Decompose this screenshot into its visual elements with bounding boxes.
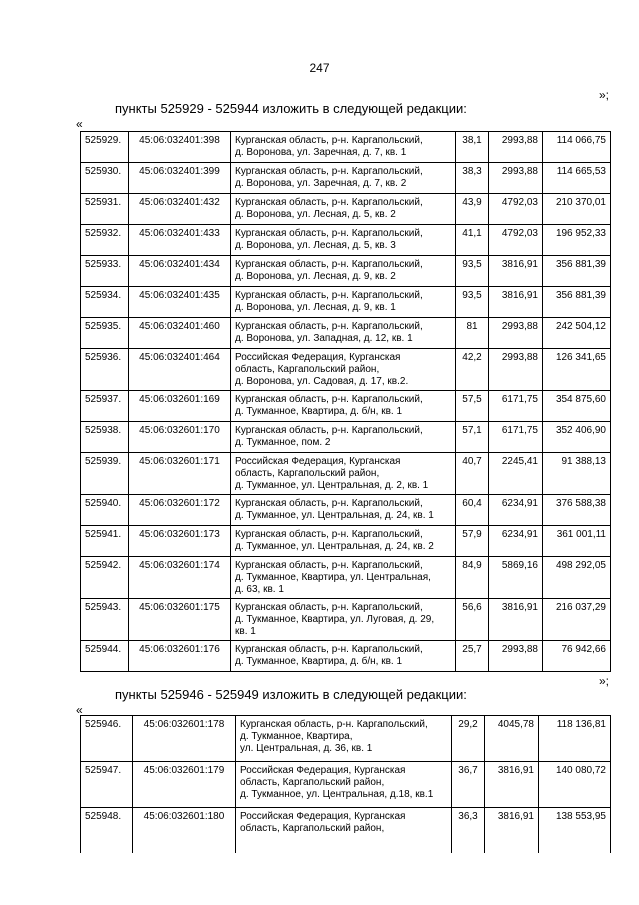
cadastral-value-cell: 376 588,38 [543, 495, 611, 526]
address-line: область, Каргапольский район, [235, 468, 380, 479]
unit-price-cell: 3816,91 [485, 762, 539, 808]
address-line: Курганская область, р-н. Каргапольский, [235, 290, 423, 301]
unit-price-cell: 4045,78 [485, 716, 539, 762]
address-line: д. Тукманное, Квартира, д. б/н, кв. 1 [235, 656, 403, 667]
address-line: д. Воронова, ул. Лесная, д. 5, кв. 2 [235, 209, 396, 220]
address-cell [231, 132, 456, 163]
address-line: Курганская область, р-н. Каргапольский, [235, 135, 423, 146]
address-line: Российская Федерация, Курганская [240, 811, 406, 822]
area-cell: 38,3 [456, 163, 489, 194]
address-cell [231, 349, 456, 391]
unit-price-cell: 2993,88 [489, 318, 543, 349]
address-line: Курганская область, р-н. Каргапольский, [235, 644, 423, 655]
cadastral-number-cell: 45:06:032601:179 [133, 762, 236, 808]
address-cell [231, 557, 456, 599]
row-number-cell: 525942. [81, 557, 129, 599]
address-cell [231, 495, 456, 526]
cadastral-number-cell: 45:06:032601:170 [129, 422, 231, 453]
address-line: д. Тукманное, ул. Центральная, д.18, кв.1 [240, 789, 434, 800]
address-line: Курганская область, р-н. Каргапольский, [235, 394, 423, 405]
cadastral-number-cell: 45:06:032601:180 [133, 808, 236, 854]
cadastral-number-cell: 45:06:032601:171 [129, 453, 231, 495]
address-line: д. Воронова, ул. Садовая, д. 17, кв.2. [235, 376, 409, 387]
address-line: Курганская область, р-н. Каргапольский, [235, 321, 423, 332]
address-line: Курганская область, р-н. Каргапольский, [235, 498, 423, 509]
address-line: область, Каргапольский район, [235, 364, 380, 375]
row-number-cell: 525937. [81, 391, 129, 422]
row-number-cell: 525948. [81, 808, 133, 854]
page-number: 247 [309, 61, 330, 75]
address-line: д. Воронова, ул. Лесная, д. 9, кв. 1 [235, 302, 396, 313]
address-line: д. Тукманное, Квартира, [240, 731, 353, 742]
amendment-table-2 [80, 715, 611, 853]
address-cell [231, 318, 456, 349]
unit-price-cell: 6234,91 [489, 495, 543, 526]
row-number-cell: 525938. [81, 422, 129, 453]
address-cell [231, 163, 456, 194]
area-cell: 60,4 [456, 495, 489, 526]
unit-price-cell: 3816,91 [489, 256, 543, 287]
cadastral-value-cell: 216 037,29 [543, 599, 611, 641]
row-number-cell: 525947. [81, 762, 133, 808]
table-row [81, 132, 611, 163]
unit-price-cell: 5869,16 [489, 557, 543, 599]
table-row [81, 391, 611, 422]
area-cell: 57,1 [456, 422, 489, 453]
address-cell [236, 762, 452, 808]
cadastral-number-cell: 45:06:032401:460 [129, 318, 231, 349]
address-cell [231, 225, 456, 256]
table-row [81, 256, 611, 287]
cadastral-number-cell: 45:06:032401:433 [129, 225, 231, 256]
address-cell [231, 194, 456, 225]
area-cell: 36,3 [452, 808, 485, 854]
row-number-cell: 525935. [81, 318, 129, 349]
unit-price-cell: 4792,03 [489, 225, 543, 256]
area-cell: 41,1 [456, 225, 489, 256]
cadastral-number-cell: 45:06:032401:399 [129, 163, 231, 194]
address-cell [231, 526, 456, 557]
table-row [81, 453, 611, 495]
table-row [81, 526, 611, 557]
row-number-cell: 525939. [81, 453, 129, 495]
cadastral-value-cell: 138 553,95 [539, 808, 611, 854]
row-number-cell: 525934. [81, 287, 129, 318]
area-cell: 42,2 [456, 349, 489, 391]
unit-price-cell: 4792,03 [489, 194, 543, 225]
unit-price-cell: 2993,88 [489, 163, 543, 194]
area-cell: 81 [456, 318, 489, 349]
cadastral-value-cell: 118 136,81 [539, 716, 611, 762]
row-number-cell: 525932. [81, 225, 129, 256]
address-cell [231, 453, 456, 495]
area-cell: 36,7 [452, 762, 485, 808]
row-number-cell: 525933. [81, 256, 129, 287]
area-cell: 25,7 [456, 641, 489, 672]
address-line: Российская Федерация, Курганская [235, 456, 401, 467]
address-line: Курганская область, р-н. Каргапольский, [235, 560, 423, 571]
table-row [81, 318, 611, 349]
cadastral-value-cell: 352 406,90 [543, 422, 611, 453]
address-line: д. Воронова, ул. Заречная, д. 7, кв. 1 [235, 147, 407, 158]
table-row [81, 495, 611, 526]
table-row [81, 557, 611, 599]
address-cell [231, 422, 456, 453]
cadastral-value-cell: 210 370,01 [543, 194, 611, 225]
closing-quote: »; [598, 674, 609, 688]
row-number-cell: 525941. [81, 526, 129, 557]
cadastral-value-cell: 140 080,72 [539, 762, 611, 808]
area-cell: 43,9 [456, 194, 489, 225]
cadastral-number-cell: 45:06:032601:172 [129, 495, 231, 526]
address-line: Курганская область, р-н. Каргапольский, [235, 259, 423, 270]
area-cell: 84,9 [456, 557, 489, 599]
cadastral-value-cell: 126 341,65 [543, 349, 611, 391]
address-line: д. 63, кв. 1 [235, 584, 284, 595]
address-line: д. Тукманное, Квартира, ул. Центральная, [235, 572, 431, 583]
table-row [81, 163, 611, 194]
cadastral-value-cell: 242 504,12 [543, 318, 611, 349]
row-number-cell: 525943. [81, 599, 129, 641]
cadastral-number-cell: 45:06:032401:464 [129, 349, 231, 391]
address-line: Курганская область, р-н. Каргапольский, [235, 166, 423, 177]
unit-price-cell: 2993,88 [489, 349, 543, 391]
unit-price-cell: 2993,88 [489, 641, 543, 672]
address-line: Курганская область, р-н. Каргапольский, [240, 719, 428, 730]
cadastral-number-cell: 45:06:032401:435 [129, 287, 231, 318]
address-line: Курганская область, р-н. Каргапольский, [235, 197, 423, 208]
area-cell: 29,2 [452, 716, 485, 762]
unit-price-cell: 3816,91 [485, 808, 539, 854]
address-line: Российская Федерация, Курганская [235, 352, 401, 363]
table-row [81, 225, 611, 256]
cadastral-value-cell: 356 881,39 [543, 256, 611, 287]
cadastral-number-cell: 45:06:032601:176 [129, 641, 231, 672]
cadastral-number-cell: 45:06:032401:398 [129, 132, 231, 163]
cadastral-value-cell: 114 066,75 [543, 132, 611, 163]
unit-price-cell: 6171,75 [489, 391, 543, 422]
cadastral-value-cell: 76 942,66 [543, 641, 611, 672]
cadastral-value-cell: 196 952,33 [543, 225, 611, 256]
address-line: д. Воронова, ул. Лесная, д. 9, кв. 2 [235, 271, 396, 282]
address-line: д. Тукманное, ул. Центральная, д. 2, кв. 1 [235, 480, 429, 491]
address-line: ул. Центральная, д. 36, кв. 1 [240, 743, 373, 754]
address-cell [231, 641, 456, 672]
address-cell [231, 391, 456, 422]
address-cell [236, 716, 452, 762]
address-line: область, Каргапольский район, [240, 777, 385, 788]
address-line: Курганская область, р-н. Каргапольский, [235, 425, 423, 436]
area-cell: 57,5 [456, 391, 489, 422]
row-number-cell: 525940. [81, 495, 129, 526]
address-cell [231, 599, 456, 641]
address-line: д. Тукманное, Квартира, д. б/н, кв. 1 [235, 406, 403, 417]
address-line: кв. 1 [235, 626, 256, 637]
address-line: д. Тукманное, пом. 2 [235, 437, 331, 448]
row-number-cell: 525931. [81, 194, 129, 225]
address-line: Курганская область, р-н. Каргапольский, [235, 228, 423, 239]
cadastral-number-cell: 45:06:032401:432 [129, 194, 231, 225]
table-row [81, 422, 611, 453]
row-number-cell: 525929. [81, 132, 129, 163]
table-row [81, 194, 611, 225]
cadastral-number-cell: 45:06:032401:434 [129, 256, 231, 287]
area-cell: 40,7 [456, 453, 489, 495]
cadastral-number-cell: 45:06:032601:173 [129, 526, 231, 557]
address-cell [231, 287, 456, 318]
cadastral-number-cell: 45:06:032601:178 [133, 716, 236, 762]
cadastral-value-cell: 114 665,53 [543, 163, 611, 194]
table-row [81, 716, 611, 762]
cadastral-number-cell: 45:06:032601:175 [129, 599, 231, 641]
table-row [81, 349, 611, 391]
unit-price-cell: 3816,91 [489, 599, 543, 641]
cadastral-value-cell: 354 875,60 [543, 391, 611, 422]
address-cell [231, 256, 456, 287]
amendment-table-1 [80, 131, 611, 672]
section-intro-2: пункты 525946 - 525949 изложить в следующей редакции: [115, 687, 467, 702]
table-row [81, 599, 611, 641]
unit-price-cell: 6171,75 [489, 422, 543, 453]
unit-price-cell: 2993,88 [489, 132, 543, 163]
cadastral-number-cell: 45:06:032601:169 [129, 391, 231, 422]
cadastral-value-cell: 498 292,05 [543, 557, 611, 599]
row-number-cell: 525944. [81, 641, 129, 672]
address-line: Курганская область, р-н. Каргапольский, [235, 529, 423, 540]
address-line: Курганская область, р-н. Каргапольский, [235, 602, 423, 613]
address-line: д. Тукманное, ул. Центральная, д. 24, кв. 1 [235, 510, 434, 521]
cadastral-value-cell: 356 881,39 [543, 287, 611, 318]
cadastral-number-cell: 45:06:032601:174 [129, 557, 231, 599]
unit-price-cell: 2245,41 [489, 453, 543, 495]
address-line: д. Воронова, ул. Лесная, д. 5, кв. 3 [235, 240, 396, 251]
table-row [81, 808, 611, 854]
table-row [81, 641, 611, 672]
unit-price-cell: 3816,91 [489, 287, 543, 318]
row-number-cell: 525930. [81, 163, 129, 194]
area-cell: 93,5 [456, 256, 489, 287]
address-line: д. Тукманное, ул. Центральная, д. 24, кв. 2 [235, 541, 434, 552]
table-row [81, 287, 611, 318]
cadastral-value-cell: 361 001,11 [543, 526, 611, 557]
address-line: область, Каргапольский район, [240, 823, 385, 834]
area-cell: 38,1 [456, 132, 489, 163]
unit-price-cell: 6234,91 [489, 526, 543, 557]
address-line: д. Тукманное, Квартира, ул. Луговая, д. 29, [235, 614, 435, 625]
address-cell [236, 808, 452, 854]
table-row [81, 762, 611, 808]
opening-quote: « [76, 117, 83, 131]
row-number-cell: 525946. [81, 716, 133, 762]
opening-quote: « [76, 703, 83, 717]
area-cell: 57,9 [456, 526, 489, 557]
section-intro-1: пункты 525929 - 525944 изложить в следующей редакции: [115, 101, 467, 116]
address-line: Российская Федерация, Курганская [240, 765, 406, 776]
area-cell: 56,6 [456, 599, 489, 641]
cadastral-value-cell: 91 388,13 [543, 453, 611, 495]
row-number-cell: 525936. [81, 349, 129, 391]
closing-quote: »; [598, 88, 609, 102]
address-line: д. Воронова, ул. Заречная, д. 7, кв. 2 [235, 178, 407, 189]
area-cell: 93,5 [456, 287, 489, 318]
address-line: д. Воронова, ул. Западная, д. 12, кв. 1 [235, 333, 413, 344]
